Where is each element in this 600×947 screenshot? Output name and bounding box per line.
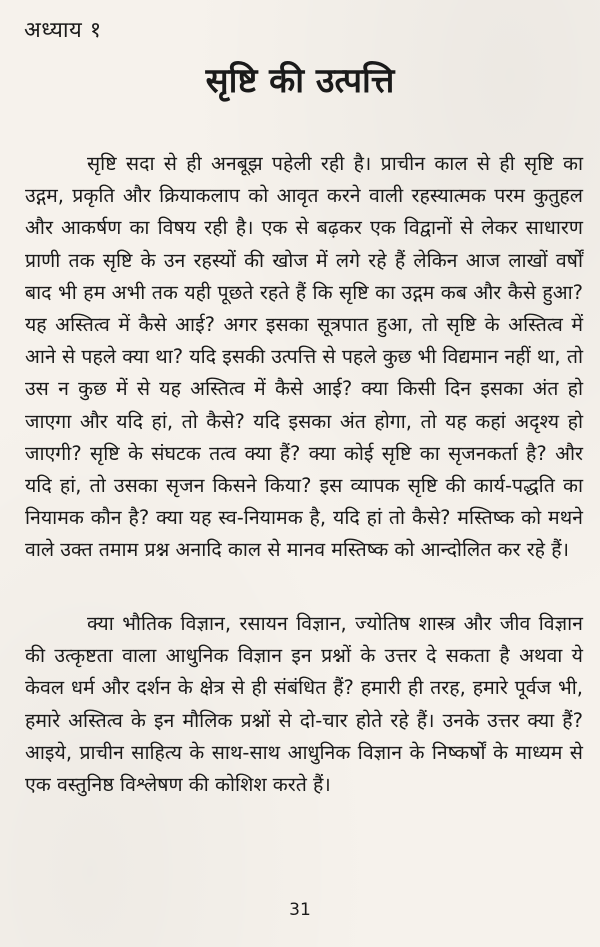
paragraph-2: क्या भौतिक विज्ञान, रसायन विज्ञान, ज्योतिष शास्त्र और जीव विज्ञान की उत्कृष्टता वाला आधुनिक विज्ञान इन प्रश्नों के उत्तर दे सकता है अथवा ये केवल धर्म और दर्शन के क्षेत्र से ही संबंधित हैं? हमारी ही तरह, हमारे पूर्वज भी, हमारे अस्तित्व के इन मौलिक प्रश्नों से दो-चार होते रहे हैं। उनके उत्तर क्या हैं? आइये, प्राचीन साहित्य के साथ-साथ आधुनिक विज्ञान के निष्कर्षों के माध्यम से एक वस्तुनिष्ठ विश्लेषण की कोशिश करते हैं। <box>25 612 583 797</box>
chapter-label: अध्याय १ <box>24 18 102 43</box>
paragraph-1: सृष्टि सदा से ही अनबूझ पहेली रही है। प्राचीन काल से ही सृष्टि का उद्गम, प्रकृति और क्रियाकलाप को आवृत करने वाली रहस्यात्मक परम कुतुहल और आकर्षण का विषय रही है। एक से बढ़कर एक विद्वानों से लेकर साधारण प्राणी तक सृष्टि के उन रहस्यों की खोज में लगे रहे हैं लेकिन आज लाखों वर्षों बाद भी हम अभी तक यही पूछते रहते हैं कि सृष्टि का उद्गम कब और कैसे हुआ? यह अस्तित्व में कैसे आई? अगर इसका सूत्रपात हुआ, तो सृष्टि के अस्तित्व में आने से पहले क्या था? यदि इसकी उत्पत्ति से पहले कुछ भी विद्यमान नहीं था, तो उस न कुछ में से यह अस्तित्व में कैसे आई? क्या किसी दिन इसका अंत हो जाएगा और यदि हां, तो कैसे? यदि इसका अंत होगा, तो यह कहां अदृश्य हो जाएगी? सृष्टि के संघटक तत्व क्या हैं? क्या कोई सृष्टि का सृजनकर्ता है? और यदि हां, तो उसका सृजन किसने किया? इस व्यापक सृष्टि की कार्य-पद्धति का नियामक कौन है? क्या यह स्व-नियामक है, यदि हां तो कैसे? मस्तिष्क को मथने वाले उक्त तमाम प्रश्न अनादि काल से मानव मस्तिष्क को आन्दोलित कर रहे हैं। <box>25 152 583 562</box>
chapter-title: सृष्टि की उत्पत्ति <box>205 61 395 101</box>
body-paragraph-block <box>25 148 583 567</box>
page-number: 31 <box>289 900 311 920</box>
body-paragraph-block <box>25 608 583 801</box>
